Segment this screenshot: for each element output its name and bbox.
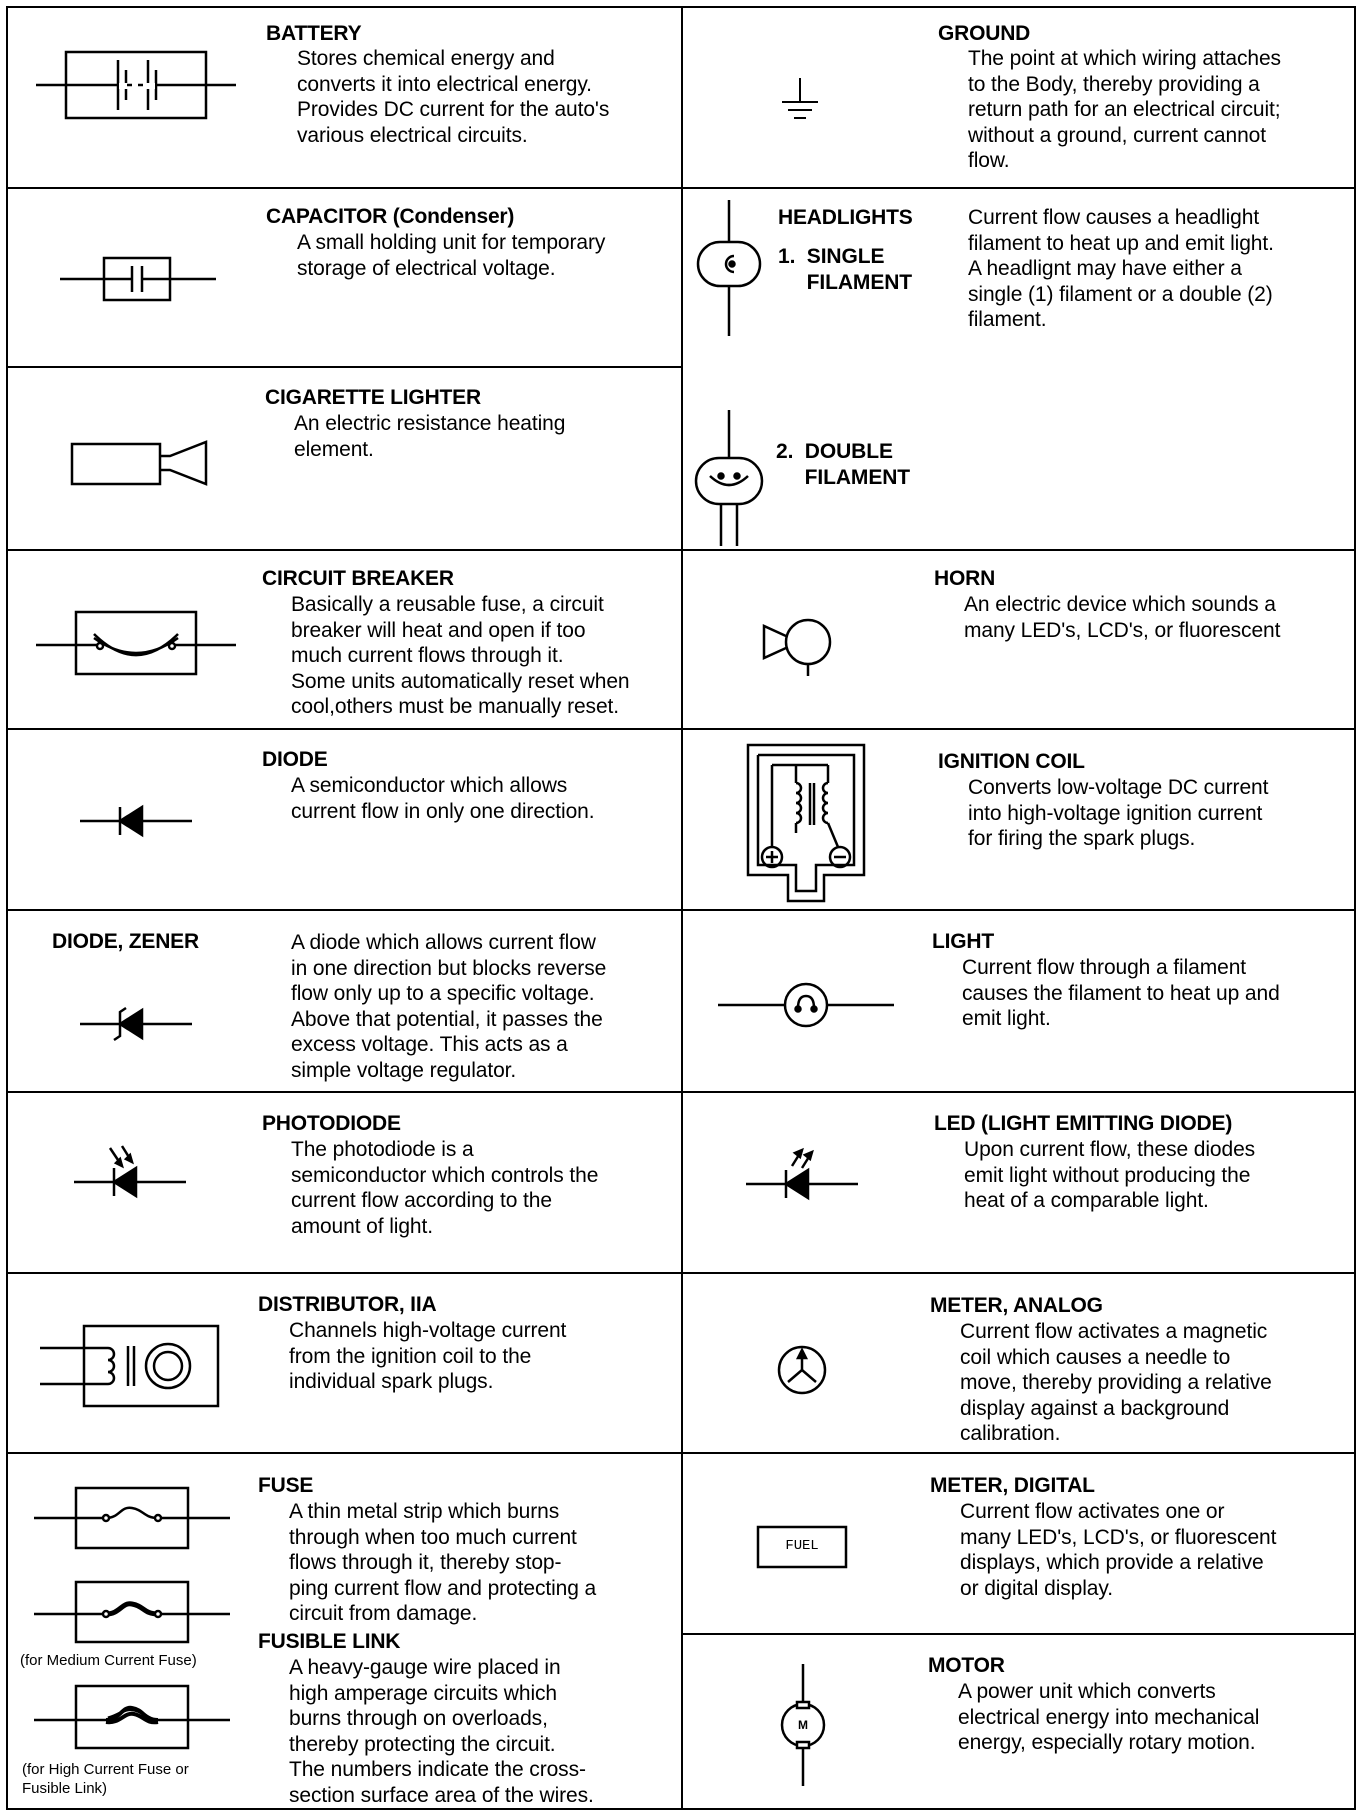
- distributor-title: DISTRIBUTOR, IIA: [258, 1293, 437, 1316]
- light-title: LIGHT: [932, 930, 994, 953]
- fuse-description: A thin metal strip which burns through when too much current flows through it, thereby stop- ping current flow and protecting a circuit from damage.: [289, 1500, 597, 1625]
- led-description: Upon current flow, these diodes emit light without producing the heat of a comparable light.: [964, 1138, 1256, 1212]
- row-divider: [6, 909, 1356, 911]
- capacitor-title: CAPACITOR (Condenser): [266, 205, 515, 228]
- capacitor-description: A small holding unit for temporary storage of electrical voltage.: [297, 231, 606, 280]
- fusible-link-title: FUSIBLE LINK: [258, 1630, 401, 1653]
- circuit-breaker-symbol-icon: [36, 610, 236, 676]
- row-divider: [682, 1633, 1356, 1635]
- row-divider: [6, 728, 1356, 730]
- analog-meter-description: Current flow activates a magnetic coil which causes a needle to move, thereby providing a relative display against a background calibration.: [960, 1320, 1272, 1445]
- light-symbol-icon: [718, 982, 894, 1028]
- horn-description: An electric device which sounds a many LED's, LCD's, or fluorescent: [964, 593, 1281, 642]
- row-divider: [6, 1452, 1356, 1454]
- fusible-link-high-icon: [34, 1684, 230, 1750]
- circuit-breaker-title: CIRCUIT BREAKER: [262, 567, 454, 590]
- circuit-breaker-description: Basically a reusable fuse, a circuit breaker will heat and open if too much current flows through it. Some units automatically reset when cool,others must be manually reset.: [291, 593, 630, 718]
- outer-border-right: [1354, 6, 1356, 1810]
- fuse-symbol-icon: [34, 1486, 230, 1550]
- analog-meter-symbol-icon: [776, 1344, 828, 1396]
- distributor-symbol-icon: [40, 1324, 220, 1408]
- capacitor-symbol-icon: [60, 256, 216, 302]
- horn-symbol-icon: [760, 610, 834, 676]
- diode-description: A semiconductor which allows current flow in only one direction.: [291, 774, 595, 823]
- fuse-high-caption: (for High Current Fuse or Fusible Link): [22, 1761, 189, 1797]
- ignition-coil-symbol-icon: [746, 743, 866, 903]
- ignition-coil-description: Converts low-voltage DC current into high-voltage ignition current for firing the spark plugs.: [968, 776, 1269, 850]
- motor-description: A power unit which converts electrical energy into mechanical energy, especially rotary motion.: [958, 1680, 1260, 1754]
- led-symbol-icon: [746, 1144, 858, 1200]
- row-divider: [6, 1272, 1356, 1274]
- zener-diode-symbol-icon: [80, 1006, 192, 1042]
- digital-meter-description: Current flow activates one or many LED's, LCD's, or fluorescent displays, which provide a relative or digital display.: [960, 1500, 1277, 1600]
- photodiode-symbol-icon: [74, 1144, 186, 1200]
- headlights-single-label: 1. SINGLE FILAMENT: [778, 245, 913, 294]
- fusible-link-description: A heavy-gauge wire placed in high amperage circuits which burns through on overloads, thereby protecting the circuit. The numbers indicate the cross- section surface area of the wires.: [289, 1656, 594, 1807]
- horn-title: HORN: [934, 567, 996, 590]
- fuse-title: FUSE: [258, 1474, 314, 1497]
- motor-title: MOTOR: [928, 1654, 1005, 1677]
- light-description: Current flow through a filament causes the filament to heat up and emit light.: [962, 956, 1280, 1030]
- ground-title: GROUND: [938, 22, 1031, 45]
- diode-symbol-icon: [80, 804, 192, 838]
- battery-title: BATTERY: [266, 22, 362, 45]
- cigarette-lighter-symbol-icon: [70, 440, 210, 486]
- column-divider: [681, 6, 683, 1810]
- battery-description: Stores chemical energy and converts it into electrical energy. Provides DC current for the auto's various electrical circuits.: [297, 47, 610, 147]
- row-divider: [6, 366, 682, 368]
- diode-title: DIODE: [262, 748, 328, 771]
- row-divider: [6, 549, 1356, 551]
- headlights-description: Current flow causes a headlight filament to heat up and emit light. A headlignt may have either a single (1) filament or a double (2) filament.: [968, 206, 1274, 331]
- battery-symbol-icon: [36, 50, 236, 120]
- cigarette-lighter-description: An electric resistance heating element.: [294, 412, 566, 461]
- headlight-double-filament-icon: [692, 410, 766, 546]
- photodiode-title: PHOTODIODE: [262, 1112, 401, 1135]
- analog-meter-title: METER, ANALOG: [930, 1294, 1103, 1317]
- ground-symbol-icon: [780, 78, 820, 126]
- distributor-description: Channels high-voltage current from the ignition coil to the individual spark plugs.: [289, 1319, 567, 1393]
- headlights-double-label: 2. DOUBLE FILAMENT: [776, 440, 911, 489]
- ignition-coil-title: IGNITION COIL: [938, 750, 1085, 773]
- zener-diode-description: A diode which allows current flow in one direction but blocks reverse flow only up to a specific voltage. Above that potential, it passes the excess voltage. This acts as a simple voltage regulator.: [291, 931, 607, 1082]
- led-title: LED (LIGHT EMITTING DIODE): [934, 1112, 1233, 1135]
- row-divider: [6, 187, 1356, 189]
- ground-description: The point at which wiring attaches to the Body, thereby providing a return path for an electrical circuit; without a ground, current cannot flow.: [968, 47, 1281, 172]
- digital-meter-display-text: FUEL: [785, 1538, 819, 1554]
- row-divider: [6, 1091, 1356, 1093]
- headlights-title: HEADLIGHTS: [778, 206, 913, 229]
- fusible-link-medium-icon: [34, 1580, 230, 1644]
- fuse-medium-caption: (for Medium Current Fuse): [20, 1652, 197, 1669]
- photodiode-description: The photodiode is a semiconductor which controls the current flow according to the amount of light.: [291, 1138, 599, 1238]
- digital-meter-title: METER, DIGITAL: [930, 1474, 1095, 1497]
- motor-symbol-text: M: [798, 1718, 808, 1732]
- outer-border-left: [6, 6, 8, 1810]
- zener-diode-title: DIODE, ZENER: [52, 930, 199, 953]
- headlight-single-filament-icon: [694, 200, 764, 336]
- cigarette-lighter-title: CIGARETTE LIGHTER: [265, 386, 481, 409]
